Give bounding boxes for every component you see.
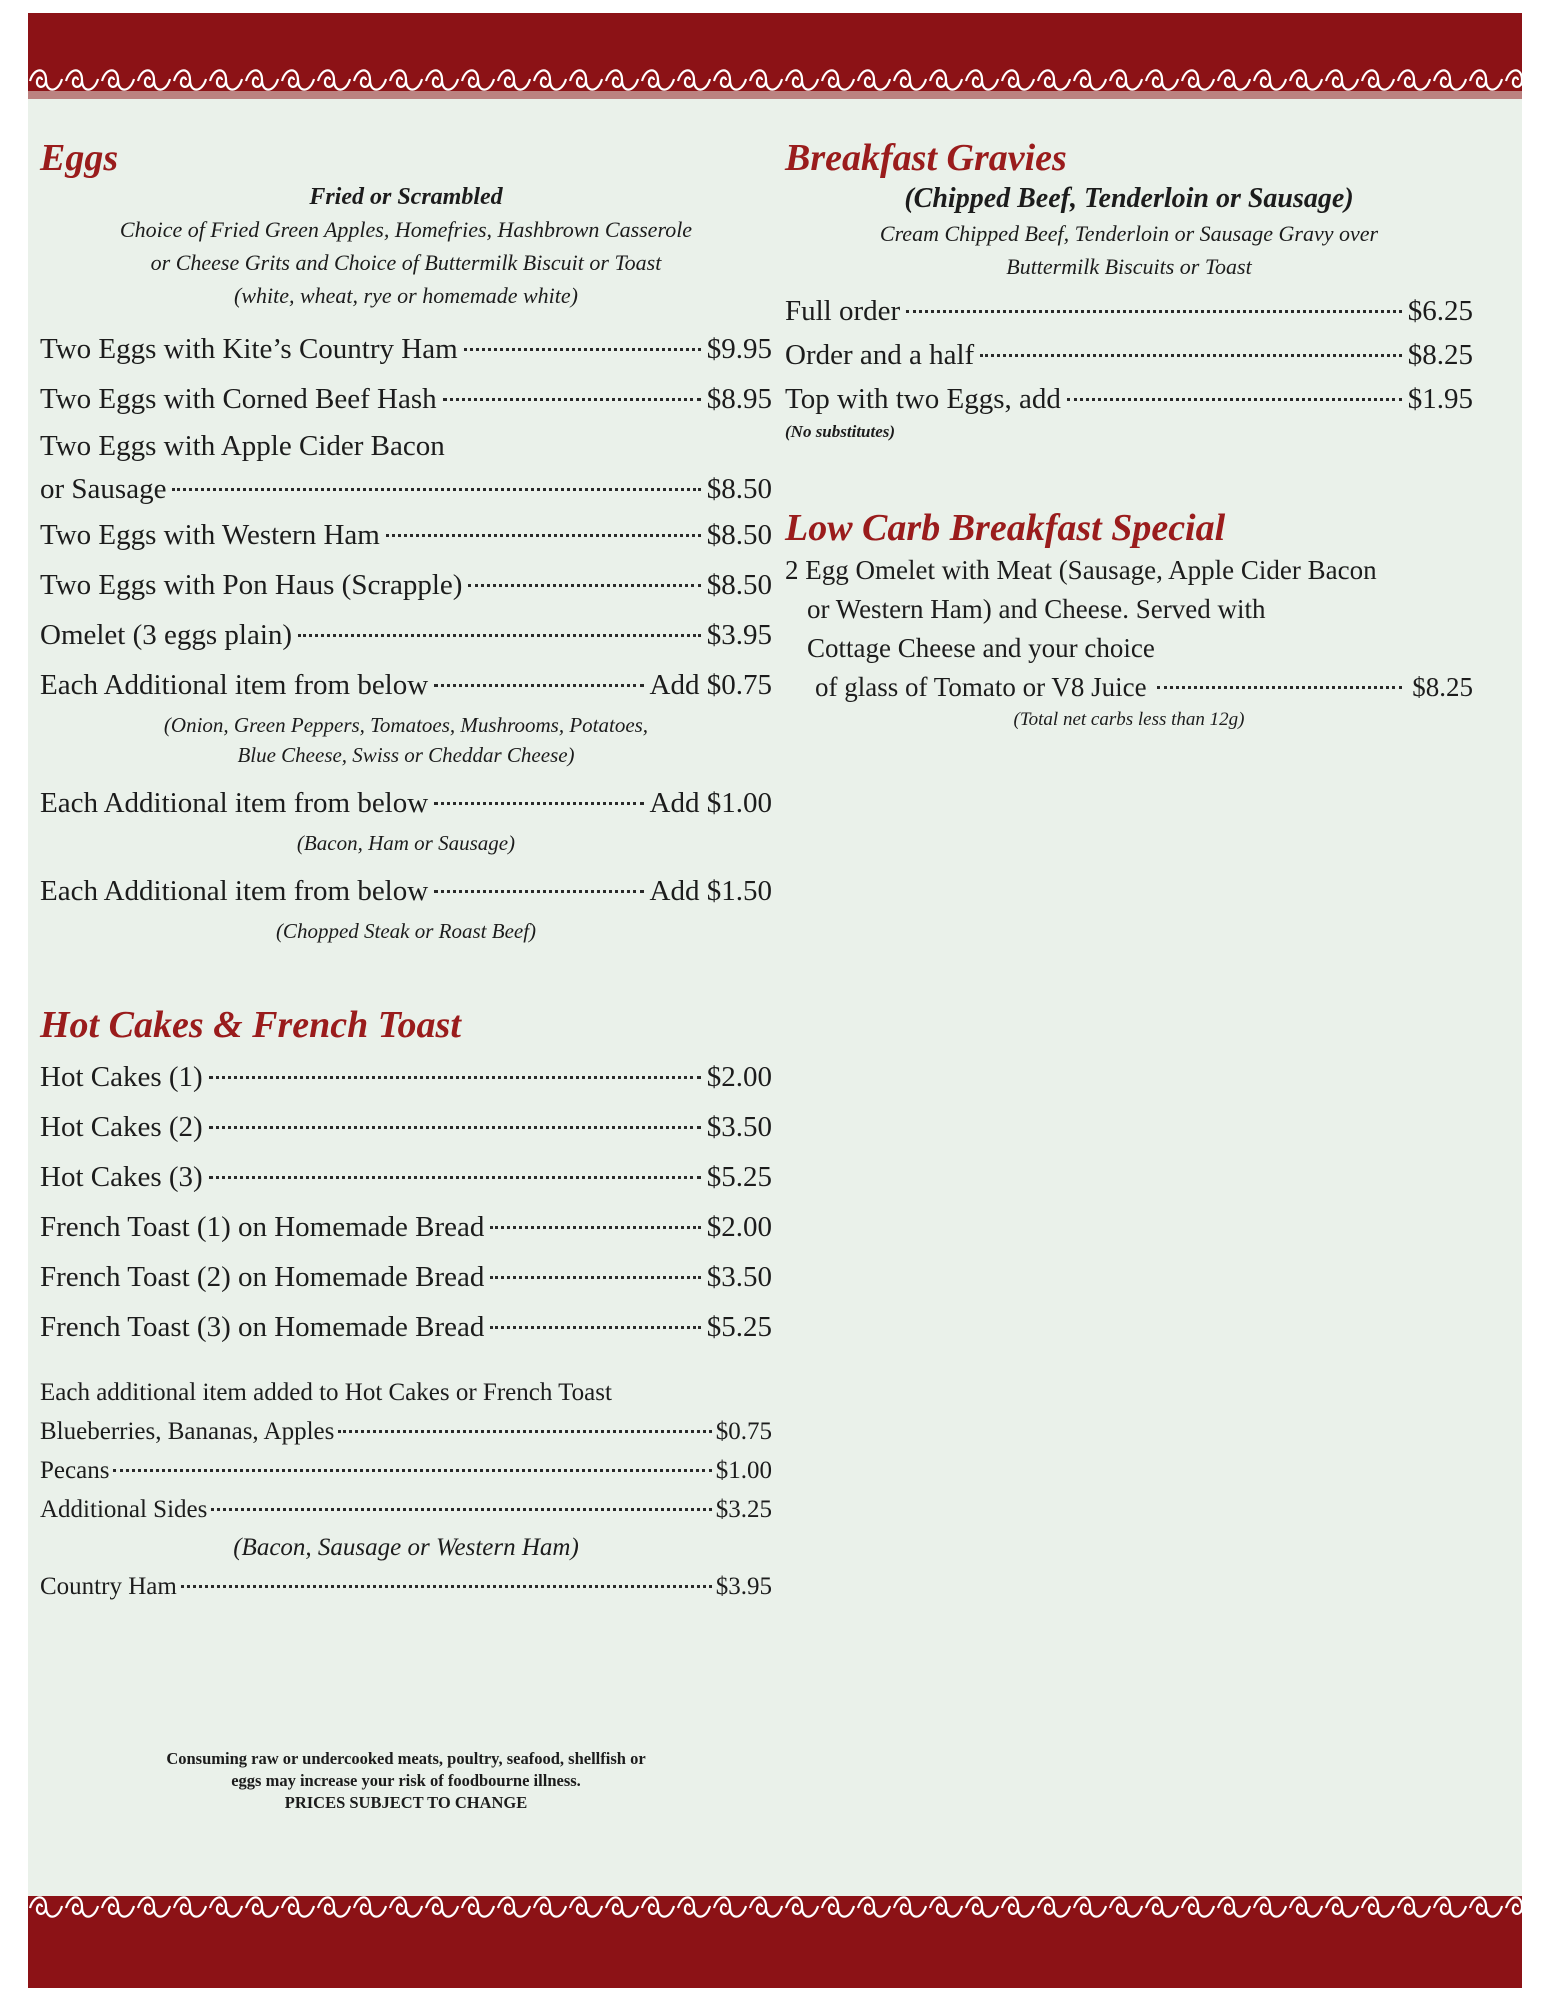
item-label: Full order	[785, 295, 901, 327]
top-border-band	[28, 13, 1522, 61]
footer-line: Consuming raw or undercooked meats, poultry, seafood, shellfish or	[166, 1749, 646, 1768]
item-price: $3.95	[706, 619, 772, 651]
item-label: Omelet (3 eggs plain)	[40, 619, 293, 651]
extra-item	[40, 1412, 772, 1451]
extras-heading: Each additional item added to Hot Cakes or French Toast	[40, 1379, 612, 1406]
item-label: Two Eggs with Pon Haus (Scrapple)	[40, 569, 463, 601]
menu-item	[40, 374, 772, 424]
item-note: (Bacon, Ham or Sausage)	[296, 831, 516, 855]
dot-leader	[434, 802, 643, 805]
dot-leader	[209, 1076, 701, 1079]
menu-item	[40, 1202, 772, 1252]
eggs-subtitle: Fried or Scrambled	[309, 184, 503, 210]
menu-item	[40, 1052, 772, 1102]
dot-leader	[209, 1176, 701, 1179]
item-price: $3.95	[715, 1573, 772, 1600]
item-label: French Toast (2) on Homemade Bread	[40, 1261, 485, 1293]
menu-item	[40, 324, 772, 374]
item-price: $8.50	[706, 473, 772, 505]
item-price: $3.50	[706, 1261, 772, 1293]
item-label: Two Eggs with Western Ham	[40, 519, 380, 551]
item-price: $5.25	[706, 1161, 772, 1193]
item-label: Order and a half	[785, 339, 975, 371]
lowcarb-note: (Total net carbs less than 12g)	[1013, 709, 1245, 730]
item-label: Top with two Eggs, add	[785, 383, 1061, 415]
menu-item	[785, 289, 1473, 333]
bottom-scroll-ornament	[28, 1888, 1522, 1926]
dot-leader	[434, 890, 643, 893]
menu-item	[40, 778, 772, 828]
dot-leader	[906, 310, 1402, 313]
eggs-heading: Eggs	[40, 137, 119, 179]
item-label: Each Additional item from below	[40, 787, 429, 819]
lowcarb-heading: Low Carb Breakfast Special	[785, 507, 1226, 549]
item-price: $0.75	[715, 1418, 772, 1445]
item-label: Each Additional item from below	[40, 875, 429, 907]
eggs-desc-line: or Cheese Grits and Choice of Buttermilk Biscuit or Toast	[150, 250, 662, 275]
left-column	[40, 135, 772, 1606]
bottom-border-band	[28, 1926, 1522, 1988]
menu-item	[40, 560, 772, 610]
item-price: $2.00	[706, 1211, 772, 1243]
item-label: Each Additional item from below	[40, 669, 429, 701]
dot-leader	[490, 1276, 700, 1279]
dot-leader	[443, 398, 701, 401]
item-price: $9.95	[706, 333, 772, 365]
menu-item	[785, 377, 1473, 421]
footer-notice	[40, 1748, 772, 1814]
eggs-desc-line: Choice of Fried Green Apples, Homefries, Hashbrown Casserole	[119, 217, 693, 242]
dot-leader	[113, 1469, 711, 1472]
item-price: $1.95	[1407, 383, 1473, 415]
item-label: Blueberries, Bananas, Apples	[40, 1418, 335, 1445]
gravies-desc-line: Buttermilk Biscuits or Toast	[1006, 254, 1252, 279]
footer-line: PRICES SUBJECT TO CHANGE	[284, 1793, 528, 1812]
item-price: Add $1.00	[649, 787, 772, 819]
dot-leader	[464, 348, 701, 351]
item-price: $8.95	[706, 383, 772, 415]
item-note: (Chopped Steak or Roast Beef)	[275, 919, 537, 943]
item-price: $1.00	[715, 1457, 772, 1484]
item-note: (Onion, Green Peppers, Tomatoes, Mushrooms, Potatoes,	[163, 713, 649, 737]
item-label: Country Ham	[40, 1573, 177, 1600]
dot-leader	[386, 534, 701, 537]
menu-item	[40, 510, 772, 560]
eggs-desc-line: (white, wheat, rye or homemade white)	[234, 283, 578, 308]
dot-leader	[209, 1126, 701, 1129]
extra-item	[40, 1567, 772, 1606]
menu-item	[40, 1152, 772, 1202]
lowcarb-desc-line: Cottage Cheese and your choice	[807, 633, 1155, 663]
menu-item	[785, 333, 1473, 377]
extra-item	[40, 1451, 772, 1490]
gravies-desc-line: Cream Chipped Beef, Tenderloin or Sausage Gravy over	[879, 221, 1379, 246]
gravies-subtitle: (Chipped Beef, Tenderloin or Sausage)	[904, 183, 1354, 214]
item-price: Add $1.50	[649, 875, 772, 907]
item-price: $8.50	[706, 569, 772, 601]
dot-leader	[1157, 686, 1403, 689]
item-label: French Toast (1) on Homemade Bread	[40, 1211, 485, 1243]
dot-leader	[181, 1585, 712, 1588]
item-label: Hot Cakes (2)	[40, 1111, 203, 1143]
item-label: Hot Cakes (3)	[40, 1161, 203, 1193]
item-label: French Toast (3) on Homemade Bread	[40, 1311, 485, 1343]
item-price: $8.50	[706, 519, 772, 551]
item-label-line: Two Eggs with Apple Cider Bacon	[40, 430, 445, 462]
menu-item	[40, 1252, 772, 1302]
footer-line: eggs may increase your risk of foodbourne illness.	[231, 1771, 581, 1790]
item-price: $3.50	[706, 1111, 772, 1143]
dot-leader	[980, 354, 1402, 357]
dot-leader	[468, 584, 700, 587]
menu-item	[40, 610, 772, 660]
item-price: $8.25	[1412, 672, 1473, 702]
dot-leader	[172, 488, 700, 491]
lowcarb-desc-line: or Western Ham) and Cheese. Served with	[807, 594, 1266, 624]
extra-item	[40, 1490, 772, 1529]
dot-leader	[490, 1226, 700, 1229]
item-label: Two Eggs with Kite’s Country Ham	[40, 333, 458, 365]
right-column	[785, 135, 1473, 733]
dot-leader	[298, 634, 701, 637]
menu-item	[40, 1302, 772, 1352]
dot-leader	[1067, 398, 1402, 401]
item-note: Blue Cheese, Swiss or Cheddar Cheese)	[237, 743, 575, 767]
item-label: or Sausage	[40, 473, 167, 505]
gravies-heading: Breakfast Gravies	[785, 137, 1067, 179]
item-label: Pecans	[40, 1457, 110, 1484]
menu-item	[785, 668, 1473, 707]
item-label: Two Eggs with Corned Beef Hash	[40, 383, 437, 415]
dot-leader	[338, 1430, 711, 1433]
item-price: $5.25	[706, 1311, 772, 1343]
item-price: $6.25	[1407, 295, 1473, 327]
lowcarb-desc-line: 2 Egg Omelet with Meat (Sausage, Apple Cider Bacon	[785, 555, 1377, 585]
menu-item	[40, 866, 772, 916]
item-price: $8.25	[1407, 339, 1473, 371]
item-label: of glass of Tomato or V8 Juice	[815, 672, 1147, 702]
item-price: $2.00	[706, 1061, 772, 1093]
dot-leader	[211, 1508, 711, 1511]
item-price: $3.25	[715, 1496, 772, 1523]
dot-leader	[490, 1326, 700, 1329]
dot-leader	[434, 684, 643, 687]
menu-item	[40, 1102, 772, 1152]
item-label: Additional Sides	[40, 1496, 208, 1523]
hotcakes-heading: Hot Cakes & French Toast	[40, 1004, 461, 1046]
top-scroll-ornament	[28, 61, 1522, 99]
gravies-note: (No substitutes)	[785, 422, 896, 441]
menu-item	[40, 468, 772, 510]
menu-item	[40, 660, 772, 710]
item-price: Add $0.75	[649, 669, 772, 701]
sides-note: (Bacon, Sausage or Western Ham)	[233, 1534, 579, 1561]
item-label: Hot Cakes (1)	[40, 1061, 203, 1093]
